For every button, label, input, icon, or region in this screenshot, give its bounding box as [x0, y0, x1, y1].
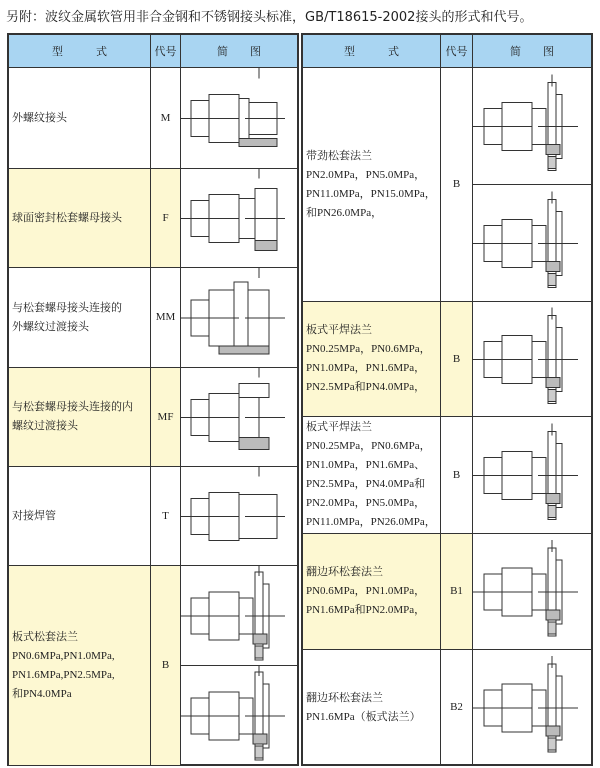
- type-text-line: PN0.6MPa,PN1.0MPa,: [12, 649, 115, 662]
- code-text: B: [452, 468, 461, 481]
- type-text-line: PN1.0MPa，PN1.6MPa，: [306, 362, 426, 374]
- row-code: [441, 302, 473, 417]
- type-text-line: PN11.0MPa，PN26.0MPa，: [306, 516, 436, 528]
- loose-flange-2-diagram-icon: [181, 666, 297, 766]
- code-text: T: [162, 509, 169, 522]
- row-code: [151, 566, 181, 766]
- row-diagram: [473, 185, 591, 302]
- loose-flange-diagram-icon: [181, 566, 297, 666]
- type-text-line: PN2.5MPa和PN4.0MPa，: [306, 381, 426, 393]
- row-diagram: [473, 650, 591, 766]
- type-text-line: 与松套螺母接头连接的内: [12, 401, 133, 413]
- row-diagram: [473, 534, 591, 650]
- code-text: M: [160, 111, 171, 124]
- type-text-line: 外螺纹过渡接头: [12, 320, 89, 333]
- code-text: B: [452, 352, 461, 365]
- type-text-line: PN11.0MPa，PN15.0MPa，: [306, 187, 436, 200]
- header-diagram: [473, 35, 591, 68]
- row-code: [151, 169, 181, 268]
- slip-on-flange-diagram-icon: [473, 302, 591, 417]
- header-diagram: [181, 35, 297, 68]
- row-diagram: [181, 368, 297, 467]
- male-adapter-diagram-icon: [181, 268, 297, 368]
- type-text-line: PN2.0MPa，PN5.0MPa，: [306, 497, 426, 509]
- neck-flange-diagram-icon: [473, 68, 591, 185]
- row-type: [303, 534, 441, 650]
- code-text: F: [162, 211, 169, 224]
- weld-flange-diagram-icon: [473, 417, 591, 534]
- row-diagram: [181, 467, 297, 566]
- type-text-line: PN2.5MPa，PN4.0MPa和: [306, 478, 426, 490]
- header-type-label: 型 式: [344, 44, 399, 58]
- code-text: B: [452, 178, 461, 190]
- code-text: B2: [450, 701, 463, 713]
- type-text-line: 带劲松套法兰: [306, 149, 372, 162]
- header-type: [303, 35, 441, 68]
- lap-flange-diagram-icon: [473, 534, 591, 650]
- row-type: [9, 566, 151, 766]
- neck-flange-2-diagram-icon: [473, 185, 591, 302]
- type-text-line: 板式平焊法兰: [306, 421, 372, 433]
- row-type: [303, 302, 441, 417]
- type-text-line: 板式平焊法兰: [306, 324, 372, 336]
- row-diagram: [473, 417, 591, 534]
- header-code-label: 代号: [445, 44, 468, 58]
- row-type: [9, 169, 151, 268]
- row-code: [151, 368, 181, 467]
- code-text: B: [161, 659, 170, 671]
- type-text-line: 球面密封松套螺母接头: [12, 211, 122, 224]
- type-text-line: PN1.6MPa（板式法兰）: [306, 710, 421, 723]
- row-code: [441, 534, 473, 650]
- row-diagram: [181, 68, 297, 169]
- type-text-line: 螺纹过渡接头: [12, 420, 78, 432]
- row-diagram: [181, 666, 297, 766]
- row-type: [303, 417, 441, 534]
- type-text-line: 与松套螺母接头连接的: [12, 301, 122, 314]
- type-text-line: PN0.25MPa，PN0.6MPa，: [306, 440, 431, 452]
- code-text: MM: [155, 311, 176, 323]
- butt-weld-diagram-icon: [181, 467, 297, 566]
- header-code-label: 代号: [154, 44, 177, 58]
- row-diagram: [473, 302, 591, 417]
- row-code: [441, 650, 473, 766]
- code-text: B1: [450, 585, 463, 597]
- row-code: [151, 68, 181, 169]
- type-text-line: 对接焊管: [12, 509, 56, 522]
- type-text-line: PN1.6MPa和PN2.0MPa，: [306, 604, 426, 616]
- type-text-line: 板式松套法兰: [12, 630, 78, 643]
- type-text-line: PN0.25MPa，PN0.6MPa，: [306, 343, 431, 355]
- row-diagram: [181, 169, 297, 268]
- header-diagram-label: 简 图: [510, 44, 554, 58]
- type-text-line: 翻边环松套法兰: [306, 691, 383, 704]
- row-type: [303, 68, 441, 302]
- type-text-line: PN1.6MPa,PN2.5MPa,: [12, 668, 115, 681]
- row-type: [9, 467, 151, 566]
- lap-flange-plate-diagram-icon: [473, 650, 591, 766]
- row-code: [151, 268, 181, 368]
- right-table: [301, 33, 593, 766]
- page-title: 另附：波纹金属软管用非合金钢和不锈钢接头标准，GB/T18615-2002接头的形式和代号。: [6, 10, 533, 25]
- type-text-line: 翻边环松套法兰: [306, 566, 383, 578]
- row-type: [9, 268, 151, 368]
- header-type: [9, 35, 151, 68]
- type-text-line: PN0.6MPa，PN1.0MPa，: [306, 585, 426, 597]
- type-text-line: 外螺纹接头: [12, 111, 67, 124]
- row-code: [441, 417, 473, 534]
- type-text-line: PN2.0MPa，PN5.0MPa，: [306, 168, 426, 181]
- row-code: [441, 68, 473, 302]
- header-diagram-label: 简 图: [217, 44, 261, 58]
- header-code: [441, 35, 473, 68]
- type-text-line: 和PN26.0MPa，: [306, 206, 383, 219]
- row-diagram: [181, 566, 297, 666]
- female-adapter-diagram-icon: [181, 368, 297, 467]
- row-diagram: [181, 268, 297, 368]
- header-code: [151, 35, 181, 68]
- type-text-line: 和PN4.0MPa: [12, 687, 72, 700]
- male-thread-diagram-icon: [181, 68, 297, 169]
- row-type: [9, 68, 151, 169]
- row-diagram: [473, 68, 591, 185]
- header-type-label: 型 式: [52, 44, 107, 58]
- row-code: [151, 467, 181, 566]
- code-text: MF: [157, 410, 174, 423]
- row-type: [9, 368, 151, 467]
- type-text-line: PN1.0MPa，PN1.6MPa、: [306, 459, 426, 471]
- row-type: [303, 650, 441, 766]
- left-table: [7, 33, 299, 766]
- swivel-nut-diagram-icon: [181, 169, 297, 268]
